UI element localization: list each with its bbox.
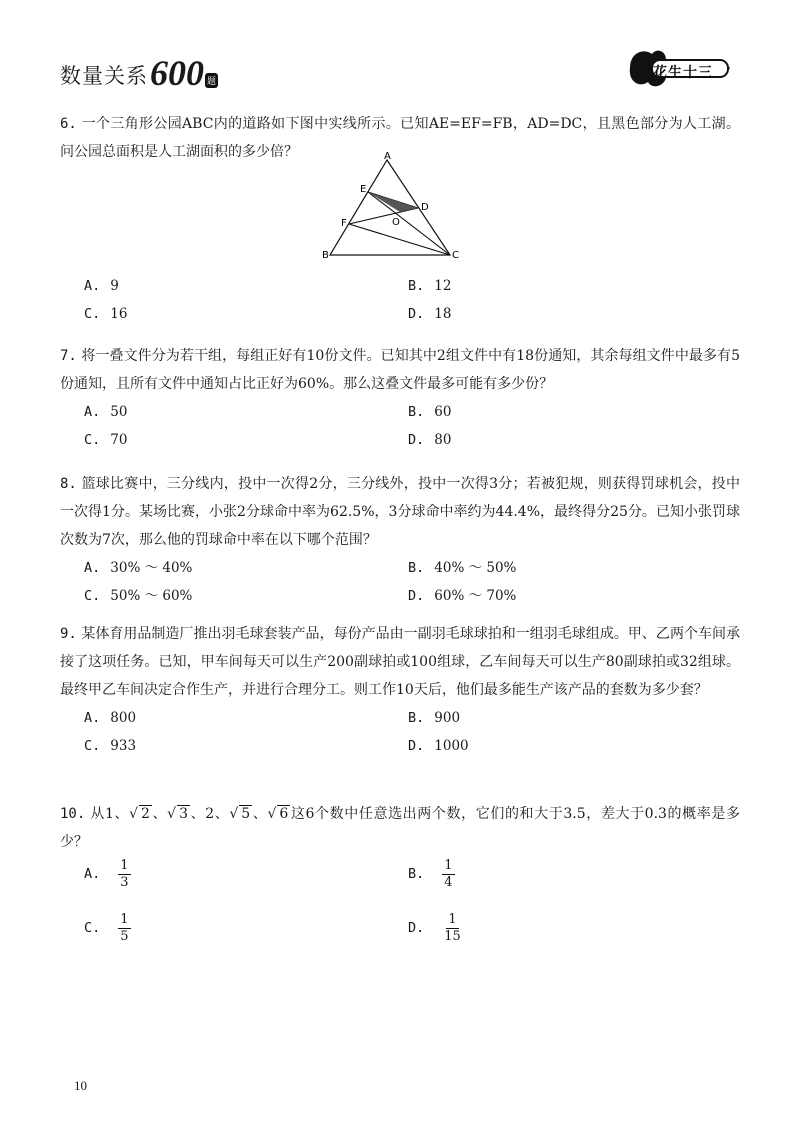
question-text: 10. 从1、√ 2 、√ 3 、2、√ 5 、√ 6 这6个数中任意选出两个数，它们的和大于3.5，差大于0.3的概率是多少？ (60, 800, 740, 856)
question-number: 7. (60, 348, 77, 364)
question-number: 9. (60, 626, 77, 642)
sqrt-6: √ 6 (267, 806, 289, 822)
fraction: $\frac{1}{15}$ (444, 912, 461, 944)
question-7 (60, 342, 740, 454)
label-o: O (392, 217, 400, 228)
fraction: $\frac{1}{4}$ (444, 858, 453, 890)
option-b[interactable]: B. 40% ～ 50% (408, 560, 517, 576)
question-number: 8. (60, 476, 77, 492)
option-b[interactable]: B. 900 (408, 710, 461, 726)
label-d: D (421, 202, 429, 213)
question-text (60, 620, 740, 704)
option-c[interactable]: C. 16 (84, 306, 128, 322)
option-d[interactable]: D. $\frac{1}{15}$ (408, 912, 461, 944)
question-text (60, 470, 740, 554)
label-e: E (360, 184, 367, 195)
option-c[interactable]: C. 70 (84, 432, 128, 448)
question-body: 某体育用品制造厂推出羽毛球套装产品，每份产品由一副羽毛球球拍和一组羽毛球组成。甲、乙两个车间承接了这项任务。已知，甲车间每天可以生产200副球拍或100组球，乙车间每天可以生产80副球拍或32组球。最终甲乙车间决定合作生产，并进行合理分工。则工作10天后，他们最多能生产该产品的套数为多少套？ (60, 626, 740, 698)
book-title-number: 600 (150, 53, 204, 93)
option-a[interactable]: A. $\frac{1}{3}$ (84, 858, 129, 890)
option-b[interactable]: B. 60 (408, 404, 452, 420)
question-8 (60, 470, 740, 610)
brand-text: 花生十三 (653, 65, 713, 81)
option-d[interactable]: D. 1000 (408, 738, 469, 754)
question-number: 10. (60, 806, 86, 822)
sqrt-3: √ 3 (167, 806, 189, 822)
option-d[interactable]: D. 60% ～ 70% (408, 588, 517, 604)
label-c: C (452, 250, 459, 261)
sqrt-5: √ 5 (229, 806, 251, 822)
option-d[interactable]: D. 18 (408, 306, 452, 322)
question-9 (60, 620, 740, 760)
option-a[interactable]: A. 800 (84, 710, 137, 726)
label-b: B (322, 250, 329, 261)
sqrt-2: √ 2 (129, 806, 150, 822)
book-title-text: 数量关系 (60, 64, 148, 88)
book-title-suffix: 题 (205, 73, 218, 88)
label-a: A (384, 151, 391, 162)
option-a[interactable]: A. 30% ～ 40% (84, 560, 193, 576)
label-f: F (341, 218, 347, 229)
option-a[interactable]: A. 50 (84, 404, 128, 420)
question-text (60, 342, 740, 398)
option-c[interactable]: C. 933 (84, 738, 137, 754)
question-10 (60, 800, 740, 976)
option-a[interactable]: A. 9 (84, 278, 119, 294)
page-number: 10 (74, 1078, 87, 1093)
question-number: 6. (60, 116, 77, 132)
option-b[interactable]: B. $\frac{1}{4}$ (408, 858, 453, 890)
triangle-park-figure (320, 150, 460, 265)
question-body: 一个三角形公园ABC内的道路如下图中实线所示。已知AE=EF=FB，AD=DC，且黑色部分为人工湖。问公园总面积是人工湖面积的多少倍？ (60, 116, 740, 160)
fraction: $\frac{1}{3}$ (120, 858, 129, 890)
question-body: 将一叠文件分为若干组，每组正好有10份文件。已知其中2组文件中有18份通知，其余每组文件中最多有5份通知，且所有文件中通知占比正好为60%。那么这叠文件最多可能有多少份？ (60, 348, 740, 392)
option-d[interactable]: D. 80 (408, 432, 452, 448)
book-title (60, 53, 218, 93)
question-body: 篮球比赛中，三分线内，投中一次得2分，三分线外，投中一次得3分；若被犯规，则获得罚球机会，投中一次得1分。某场比赛，小张2分球命中率为62.5%，3分球命中率约为44.4%，最终得分25分。已知小张罚球次数为7次，那么他的罚球命中率在以下哪个范围？ (60, 476, 741, 548)
option-c[interactable]: C. 50% ～ 60% (84, 588, 193, 604)
question-6-options (60, 272, 740, 328)
fraction: $\frac{1}{5}$ (120, 912, 129, 944)
option-c[interactable]: C. $\frac{1}{5}$ (84, 912, 129, 944)
option-b[interactable]: B. 12 (408, 278, 452, 294)
